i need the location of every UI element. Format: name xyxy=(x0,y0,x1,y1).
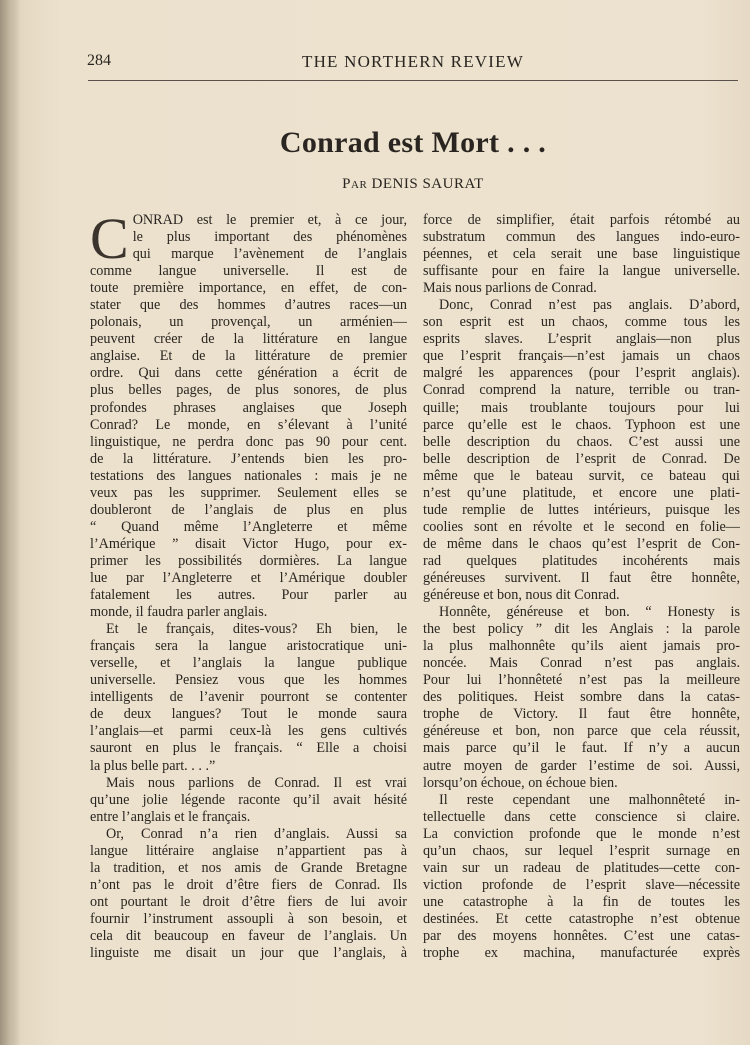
text-line: comme langue universelle. Il est de xyxy=(90,263,407,280)
text-line: son esprit est un chaos, comme tous les xyxy=(423,314,740,331)
text-line: langue littéraire anglaise n’appartient pas à xyxy=(90,842,407,859)
text-line: la plus malhonnête qu’ils aient jamais pro- xyxy=(423,638,740,655)
text-line: profondes phrases anglaises que Joseph xyxy=(90,399,407,416)
text-line: vain sur un radeau de platitudes—cette con- xyxy=(423,859,740,876)
header-rule xyxy=(88,80,738,81)
text-column-left xyxy=(90,206,407,962)
text-line: n’ont pas le droit d’être fiers de Conrad. Ils xyxy=(90,876,407,893)
text-line: doubleront de l’anglais de plus en plus xyxy=(90,501,407,518)
byline-prefix: Par xyxy=(342,176,368,192)
text-line: ONRAD est le premier et, à ce jour, xyxy=(132,212,407,228)
right-column-lines xyxy=(423,212,740,962)
text-line: entre l’anglais et le français. xyxy=(90,808,251,825)
text-line: même que le bateau survit, ce bateau qui xyxy=(423,467,740,484)
text-line: stater que des hommes d’autres races—un xyxy=(90,297,407,314)
text-line: Pour lui l’honnêteté n’est pas la meilleure xyxy=(423,672,740,689)
text-line: ont pourtant le droit d’être fiers de lui avoir xyxy=(90,893,407,910)
text-line: de même dans le chaos qu’est l’esprit de Con- xyxy=(423,535,740,552)
text-line: anglaise. Et de la littérature de premier xyxy=(90,348,407,365)
text-line: Honnête, généreuse et bon. “ Honesty is xyxy=(439,604,740,621)
text-line: des politiques. Heist sombre dans la catas- xyxy=(423,689,740,706)
text-line: suffisante pour en faire la langue universelle. xyxy=(423,263,740,280)
text-line: Et le français, dites-vous? Eh bien, le xyxy=(106,621,407,638)
text-line: monde, il faudra parler anglais. xyxy=(90,604,268,621)
text-line: quille; mais troublante toujours pour lui xyxy=(423,399,740,416)
text-line: le plus important des phénomènes xyxy=(132,229,407,246)
text-line: universelle. Pensiez vous que les hommes xyxy=(90,672,407,689)
text-line: Mais nous parlions de Conrad. xyxy=(423,280,597,297)
text-line: destinées. Et cette catastrophe n’est obtenue xyxy=(423,910,740,927)
text-line: la tradition, et nos amis de Grande Bretagne xyxy=(90,859,407,876)
text-line: généreuse et bon, non parce que cela réussit, xyxy=(423,723,740,740)
text-line: rad quelques platitudes incohérents mais xyxy=(423,552,740,569)
text-line: lorsqu’on échoue, on échoue bien. xyxy=(423,774,618,791)
text-line: Or, Conrad n’a rien d’anglais. Aussi sa xyxy=(106,825,407,842)
text-line: linguiste me disait un jour que l’anglais, à xyxy=(90,945,407,962)
text-line: peuvent créer de la littérature en langue xyxy=(90,331,407,348)
text-line: the best policy ” dit les Anglais : la parole xyxy=(423,621,740,638)
text-line: sauront en plus le français. “ Elle a choisi xyxy=(90,740,407,757)
left-column-lines xyxy=(90,206,407,962)
book-spine-shadow xyxy=(0,0,20,1045)
text-line: polonais, un provençal, un arménien— xyxy=(90,314,407,331)
text-line: Donc, Conrad n’est pas anglais. D’abord, xyxy=(439,297,740,314)
text-line: coolies sont en révolte et le second en folie— xyxy=(423,518,740,535)
page-number: 284 xyxy=(87,52,111,69)
text-column-right xyxy=(423,212,740,962)
text-line: tellectuelle dans cette conscience si claire. xyxy=(423,808,740,825)
running-title: THE NORTHERN REVIEW xyxy=(302,52,524,71)
text-line: substratum commun des langues indo-euro- xyxy=(423,229,740,246)
text-line: veux pas les supprimer. Seulement elles se xyxy=(90,484,407,501)
text-line: l’anglais—et parmi ceux-là les gens cultivés xyxy=(90,723,407,740)
byline-author: DENIS SAURAT xyxy=(371,176,484,192)
text-line: toute première importance, en effet, de con- xyxy=(90,280,407,297)
text-line: esprits slaves. L’esprit anglais—non plus xyxy=(423,331,740,348)
text-line: La conviction profonde que le monde n’est xyxy=(423,825,740,842)
text-line: verselle, et l’anglais la langue publique xyxy=(90,655,407,672)
text-line: n’est qu’une platitude, et encore une plati- xyxy=(423,484,740,501)
text-line: qui marque l’avènement de l’anglais xyxy=(132,246,407,263)
text-line: testations des langues nationales : mais je ne xyxy=(90,467,407,484)
page-header xyxy=(87,52,739,80)
text-line: de la littérature. J’entends bien les pro- xyxy=(90,450,407,467)
text-line: une catastrophe à la fin de toutes les xyxy=(423,893,740,910)
text-line: que l’esprit français—n’est jamais un chaos xyxy=(423,348,740,365)
text-line: tude remplie de luttes intérieurs, puisque les xyxy=(423,501,740,518)
text-line: Conrad comprend la nature, terrible ou tran- xyxy=(423,382,740,399)
text-line: Conrad? Le monde, en s’élevant à l’unité xyxy=(90,416,407,433)
text-line: généreuses survivent. Il faut être honnête, xyxy=(423,569,740,586)
text-line: péennes, et cela serait une base linguistique xyxy=(423,246,740,263)
text-line: qu’une jolie légende raconte qu’il avait hésité xyxy=(90,791,407,808)
text-line: linguistique, ne perdra donc pas 90 pour cent. xyxy=(90,433,407,450)
text-line: trophe de Victory. Il faut être honnête, xyxy=(423,706,740,723)
text-line: généreuse et bon, nous dit Conrad. xyxy=(423,587,620,604)
text-line: plus belles pages, de plus sonores, de plus xyxy=(90,382,407,399)
text-line: Il reste cependant une malhonnêteté in- xyxy=(439,791,740,808)
text-line: par des moyens honnêtes. C’est une catas- xyxy=(423,927,740,944)
text-line: parce qu’elle est le chaos. Typhoon est une xyxy=(423,416,740,433)
text-line: ordre. Qui dans cette génération a écrit de xyxy=(90,365,407,382)
text-line: de deux langues? Tout le monde saura xyxy=(90,706,407,723)
text-line: fatalement les autres. Pour parler au xyxy=(90,587,407,604)
text-line: primer les possibilités dormières. La langue xyxy=(90,552,407,569)
text-line: l’Amérique ” disait Victor Hugo, pour ex- xyxy=(90,535,407,552)
article-byline xyxy=(88,176,738,193)
text-line: autre moyen de garder l’estime de soi. Aussi, xyxy=(423,757,740,774)
text-line: cela dit beaucoup en faveur de l’anglais. Un xyxy=(90,927,407,944)
text-line: noncée. Mais Conrad n’est pas anglais. xyxy=(423,655,740,672)
text-line: intelligents de l’avenir pourront se contenter xyxy=(90,689,407,706)
text-line: malgré les apparences (pour l’esprit anglais). xyxy=(423,365,740,382)
text-line: “ Quand même l’Angleterre et même xyxy=(90,518,407,535)
text-line: belle description de l’esprit de Conrad. De xyxy=(423,450,740,467)
text-line: Mais nous parlions de Conrad. Il est vrai xyxy=(106,774,407,791)
text-line: force de simplifier, était parfois rétombé au xyxy=(423,212,740,228)
text-line: mais parce qu’il le faut. If n’y a aucun xyxy=(423,740,740,757)
article-title: Conrad est Mort . . . xyxy=(279,126,547,159)
text-line: belle description du chaos. C’est aussi une xyxy=(423,433,740,450)
text-line: viction profonde de l’esprit slave—nécessite xyxy=(423,876,740,893)
text-line: lue par l’Angleterre et l’Amérique doubler xyxy=(90,569,407,586)
text-line: français sera la langue aristocratique uni- xyxy=(90,638,407,655)
text-line: la plus belle part. . . .” xyxy=(90,757,216,774)
text-line: trophe ex machina, manufacturée exprès xyxy=(423,945,740,962)
drop-cap: C xyxy=(90,206,129,271)
text-line: qu’un chaos, sur lequel l’esprit surnage en xyxy=(423,842,740,859)
text-line: fournir l’instrument assoupli à son besoin, et xyxy=(90,910,407,927)
